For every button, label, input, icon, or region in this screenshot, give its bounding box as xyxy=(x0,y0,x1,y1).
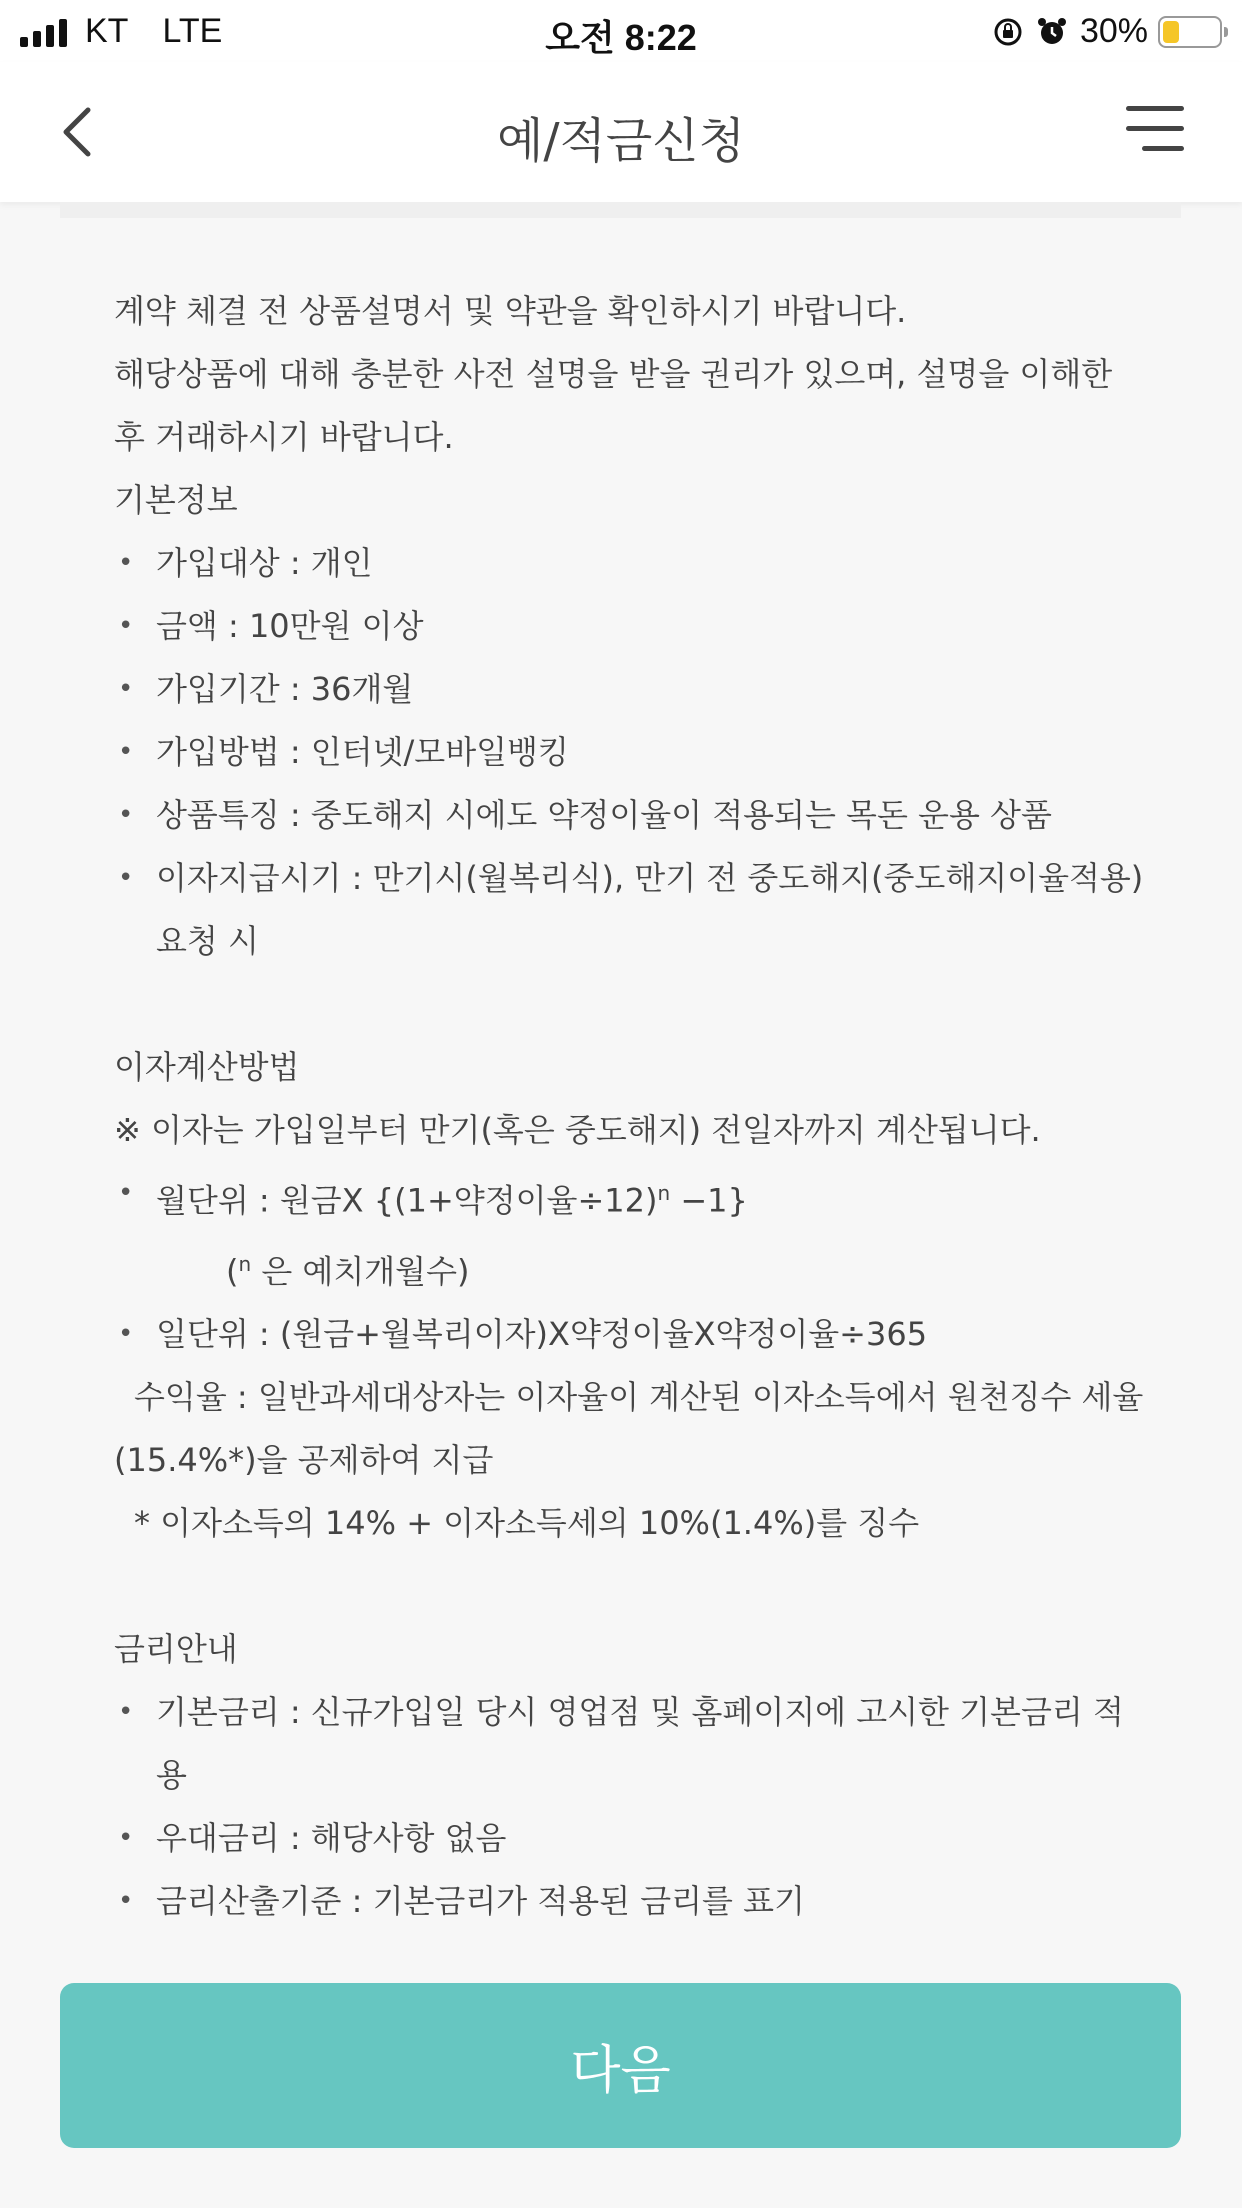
monthly-note-suffix: 은 예치개월수) xyxy=(251,1252,470,1291)
carrier-name: KT xyxy=(85,12,129,50)
yield-text-1: 수익율 : 일반과세대상자는 이자율이 계산된 이자소득에서 원천징수 세율 xyxy=(134,1378,1144,1417)
basic-info-item: • 상품특징 : 중도해지 시에도 약정이율이 적용되는 목돈 운용 상품 xyxy=(114,784,1144,847)
battery-percent: 30% xyxy=(1079,12,1148,50)
hamburger-menu-icon[interactable] xyxy=(1126,104,1184,154)
monthly-formula-note xyxy=(114,1233,1144,1304)
intro-text-1: 계약 체결 전 상품설명서 및 약관을 확인하시기 바랍니다. xyxy=(114,292,907,330)
interest-calc-note: ※ 이자는 가입일부터 만기(혹은 중도해지) 전일자까지 계산됩니다. xyxy=(114,1111,1041,1149)
orientation-lock-icon xyxy=(992,16,1024,48)
status-bar xyxy=(0,0,1242,62)
status-right xyxy=(992,12,1222,51)
status-time: 오전 8:22 xyxy=(545,17,697,58)
rate-info-heading: 금리안내 xyxy=(114,1630,238,1669)
basic-info-item: • 가입방법 : 인터넷/모바일뱅킹 xyxy=(114,721,1144,784)
daily-formula: • 일단위 : (원금+월복리이자)X약정이율X약정이율÷365 xyxy=(114,1303,1144,1366)
rate-info-item: • 금리산출기준 : 기본금리가 적용된 금리를 표기 xyxy=(114,1870,1144,1933)
next-button[interactable] xyxy=(60,1983,1181,2148)
basic-info-item: • 이자지급시기 : 만기시(월복리식), 만기 전 중도해지(중도해지이율적용)요청 시 xyxy=(114,847,1144,973)
rate-info-item: • 기본금리 : 신규가입일 당시 영업점 및 홈페이지에 고시한 기본금리 적용 xyxy=(114,1681,1144,1807)
yield-text-3: * 이자소득의 14% + 이자소득세의 10%(1.4%)를 징수 xyxy=(134,1504,920,1543)
monthly-formula-prefix: 월단위 : 원금X {(1+약정이율÷12) xyxy=(156,1181,658,1220)
monthly-note-exponent: n xyxy=(238,1251,252,1276)
basic-info-item: • 가입대상 : 개인 xyxy=(114,532,1144,595)
page-title: 예/적금신청 xyxy=(496,113,745,169)
monthly-formula-suffix: −1} xyxy=(670,1181,748,1220)
panel-edge xyxy=(60,202,1181,218)
interest-calc-heading: 이자계산방법 xyxy=(114,1048,300,1086)
navigation-bar xyxy=(0,62,1242,202)
monthly-formula-exponent: n xyxy=(657,1181,671,1205)
basic-info-heading: 기본정보 xyxy=(114,481,238,519)
monthly-note-prefix: ( xyxy=(226,1252,239,1291)
rate-info-item: • 우대금리 : 해당사항 없음 xyxy=(114,1807,1144,1870)
next-button-label: 다음 xyxy=(570,2041,671,2101)
intro-text-2: 해당상품에 대해 충분한 사전 설명을 받을 권리가 있으며, 설명을 이해한 후 거래하시기 바랍니다. xyxy=(114,355,1113,456)
battery-icon xyxy=(1158,16,1222,48)
alarm-icon xyxy=(1036,16,1068,48)
basic-info-item: • 가입기간 : 36개월 xyxy=(114,658,1144,721)
yield-text-2: (15.4%*)을 공제하여 지급 xyxy=(114,1441,494,1480)
battery-level xyxy=(1163,21,1179,43)
product-description xyxy=(114,280,1144,1933)
network-type: LTE xyxy=(162,12,223,50)
monthly-formula xyxy=(114,1162,1144,1233)
basic-info-item: • 금액 : 10만원 이상 xyxy=(114,595,1144,658)
